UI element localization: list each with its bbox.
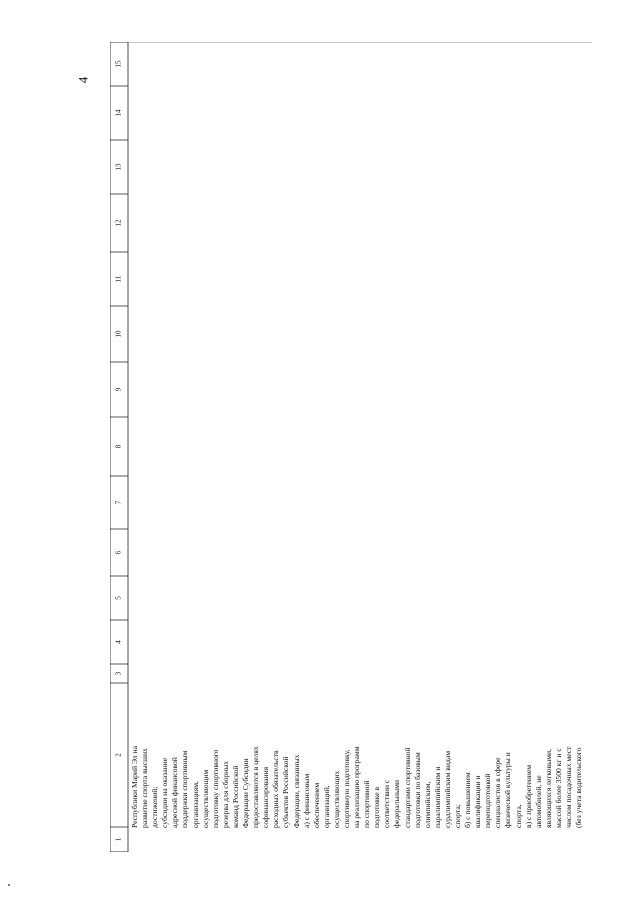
column-2-line: развитие спорта высших xyxy=(140,748,150,828)
column-number-14: 14 xyxy=(114,109,123,117)
column-2-line: олимпийским, xyxy=(422,781,432,828)
column-number-5: 5 xyxy=(114,596,123,600)
column-2-line: Республики Марий Эл на xyxy=(130,746,139,828)
column-2-line: спортивную подготовку, xyxy=(341,749,351,828)
column-2-line: команд Российской xyxy=(230,765,240,828)
column-2-line: софинансирования xyxy=(261,766,271,828)
column-2-line: по спортивной xyxy=(362,780,372,828)
column-number-4: 4 xyxy=(114,640,123,644)
column-number-9: 9 xyxy=(114,387,123,392)
column-number-3: 3 xyxy=(114,671,123,676)
scan-dot xyxy=(8,884,10,886)
column-2-line: подготовку спортивного xyxy=(210,749,220,828)
column-2-line: осуществляющим xyxy=(200,769,210,828)
column-2-line: числом посадочных мест xyxy=(564,746,574,828)
column-2-line: подготовки по базовым xyxy=(412,752,422,828)
column-2-line: а) с финансовым xyxy=(301,773,311,828)
column-number-10: 10 xyxy=(114,330,123,338)
column-2-line: спорта; xyxy=(453,804,462,828)
column-2-line: стандартами спортивной xyxy=(402,747,412,828)
column-2-text xyxy=(130,663,590,828)
column-2-line: соответствии с xyxy=(382,779,392,828)
column-2-line: подготовке в xyxy=(372,786,382,828)
column-number-11: 11 xyxy=(114,275,123,283)
column-2-line: расходных обязательств xyxy=(271,750,281,828)
column-2-line: специалистов в сфере xyxy=(493,757,503,828)
column-2-line: адресной финансовой xyxy=(170,757,180,828)
column-number-15: 15 xyxy=(114,60,123,68)
column-number-2: 2 xyxy=(114,753,123,757)
column-2-line: автомобилей, не xyxy=(533,775,543,828)
column-number-8: 8 xyxy=(114,444,123,449)
column-2-line: организациям, xyxy=(190,781,200,828)
column-2-line: квалификации и xyxy=(473,775,483,828)
column-2-line: поддержки спортивным xyxy=(180,750,190,828)
column-2-line: массой более 3500 кг и с xyxy=(553,748,563,828)
column-2-line: обеспечением xyxy=(311,782,321,828)
column-2-line: переподготовкой xyxy=(483,773,493,828)
column-2-line: физической культуры и xyxy=(503,752,513,828)
page-number: 4 xyxy=(75,76,91,84)
column-number-7: 7 xyxy=(114,500,123,505)
column-2-line: предоставляются в целях xyxy=(251,746,261,828)
rotated-table xyxy=(110,42,592,852)
column-2-line: в) с приобретением xyxy=(523,764,533,828)
column-2-line: на реализацию программ xyxy=(352,746,362,828)
column-2-line: являющихся легковыми, xyxy=(543,748,553,828)
column-2-line: паралимпийским и xyxy=(432,766,442,828)
column-2-line: резерва для сборных xyxy=(220,760,230,828)
column-2-line: Федерации Субсидии xyxy=(241,758,251,828)
column-2-line: субъектов Российской xyxy=(281,756,291,828)
column-2-line: Федерации, связанных xyxy=(291,754,301,828)
column-number-6: 6 xyxy=(114,550,123,555)
column-2-line: федеральными xyxy=(392,780,402,828)
column-2-line: субсидии на оказание xyxy=(160,757,170,828)
column-2-line: б) с повышением xyxy=(463,772,473,828)
column-2-line: достижений; xyxy=(150,786,160,828)
column-2-line: организаций, xyxy=(321,785,331,828)
column-2-line: осуществляющих xyxy=(331,770,341,828)
column-number-13: 13 xyxy=(114,163,123,171)
column-number-1: 1 xyxy=(114,837,123,842)
column-number-12: 12 xyxy=(114,219,123,227)
column-2-line: спорта, xyxy=(513,804,523,828)
column-2-line: сурдлимпийским видам xyxy=(442,751,452,828)
column-2-line: (без учета водительского xyxy=(574,747,584,828)
